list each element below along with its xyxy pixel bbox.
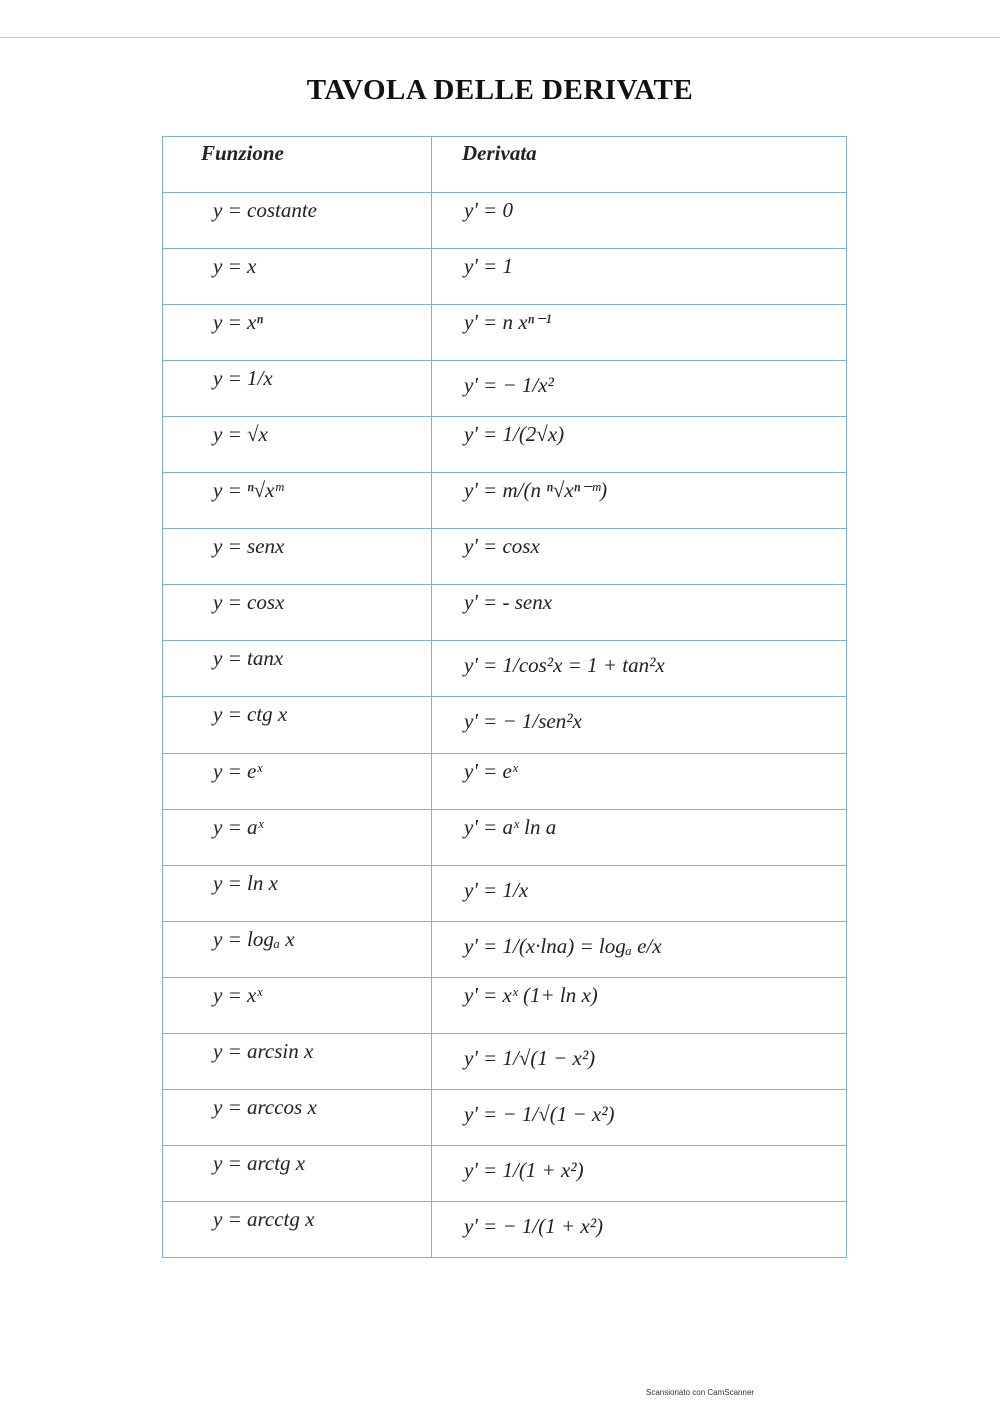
function-cell: y = eˣ: [163, 753, 432, 809]
top-divider: [0, 37, 1000, 38]
derivative-cell: y' = n xⁿ⁻¹: [432, 305, 847, 361]
function-cell: y = arctg x: [163, 1145, 432, 1201]
table-row: [163, 641, 847, 697]
derivative-cell: y' = 1/(x·lna) = logₐ e/x: [432, 921, 847, 977]
derivative-cell: y' = aˣ ln a: [432, 809, 847, 865]
table-header-row: [163, 137, 847, 193]
table-row: [163, 697, 847, 753]
function-cell: y = arcsin x: [163, 1033, 432, 1089]
function-cell: y = x: [163, 249, 432, 305]
derivative-cell: y' = cosx: [432, 529, 847, 585]
table-row: [163, 193, 847, 249]
function-cell: y = ctg x: [163, 697, 432, 753]
table-row: [163, 361, 847, 417]
scanner-watermark: Scansionato con CamScanner: [646, 1388, 755, 1397]
derivative-cell: y' = eˣ: [432, 753, 847, 809]
derivative-cell: y' = - senx: [432, 585, 847, 641]
table-row: [163, 305, 847, 361]
derivative-cell: y' = 1/(2√x): [432, 417, 847, 473]
table-row: [163, 417, 847, 473]
function-cell: y = xⁿ: [163, 305, 432, 361]
function-cell: y = √x: [163, 417, 432, 473]
table-row: [163, 249, 847, 305]
derivative-cell: y' = − 1/x²: [432, 361, 847, 417]
derivative-cell: y' = 1: [432, 249, 847, 305]
table-row: [163, 1089, 847, 1145]
function-cell: y = logₐ x: [163, 921, 432, 977]
table-row: [163, 473, 847, 529]
table-row: [163, 1201, 847, 1257]
function-cell: y = costante: [163, 193, 432, 249]
derivative-cell: y' = − 1/sen²x: [432, 697, 847, 753]
derivative-cell: y' = 1/x: [432, 865, 847, 921]
derivative-cell: y' = 1/√(1 − x²): [432, 1033, 847, 1089]
function-cell: y = ⁿ√xᵐ: [163, 473, 432, 529]
derivative-cell: y' = 1/cos²x = 1 + tan²x: [432, 641, 847, 697]
derivative-cell: y' = 1/(1 + x²): [432, 1145, 847, 1201]
derivative-cell: y' = m/(n ⁿ√xⁿ⁻ᵐ): [432, 473, 847, 529]
derivative-cell: y' = 0: [432, 193, 847, 249]
table-row: [163, 1145, 847, 1201]
derivative-cell: y' = − 1/√(1 − x²): [432, 1089, 847, 1145]
header-derivative: Derivata: [432, 137, 847, 193]
header-function: Funzione: [163, 137, 432, 193]
function-cell: y = xˣ: [163, 977, 432, 1033]
table-row: [163, 865, 847, 921]
derivative-cell: y' = − 1/(1 + x²): [432, 1201, 847, 1257]
function-cell: y = 1/x: [163, 361, 432, 417]
table-row: [163, 921, 847, 977]
derivative-cell: y' = xˣ (1+ ln x): [432, 977, 847, 1033]
table-row: [163, 1033, 847, 1089]
derivatives-table: [162, 136, 847, 1258]
function-cell: y = cosx: [163, 585, 432, 641]
table-row: [163, 529, 847, 585]
function-cell: y = senx: [163, 529, 432, 585]
table-row: [163, 585, 847, 641]
table-row: [163, 753, 847, 809]
table-row: [163, 977, 847, 1033]
function-cell: y = arccos x: [163, 1089, 432, 1145]
function-cell: y = tanx: [163, 641, 432, 697]
function-cell: y = aˣ: [163, 809, 432, 865]
function-cell: y = arcctg x: [163, 1201, 432, 1257]
page-title: TAVOLA DELLE DERIVATE: [306, 74, 694, 106]
table-row: [163, 809, 847, 865]
function-cell: y = ln x: [163, 865, 432, 921]
